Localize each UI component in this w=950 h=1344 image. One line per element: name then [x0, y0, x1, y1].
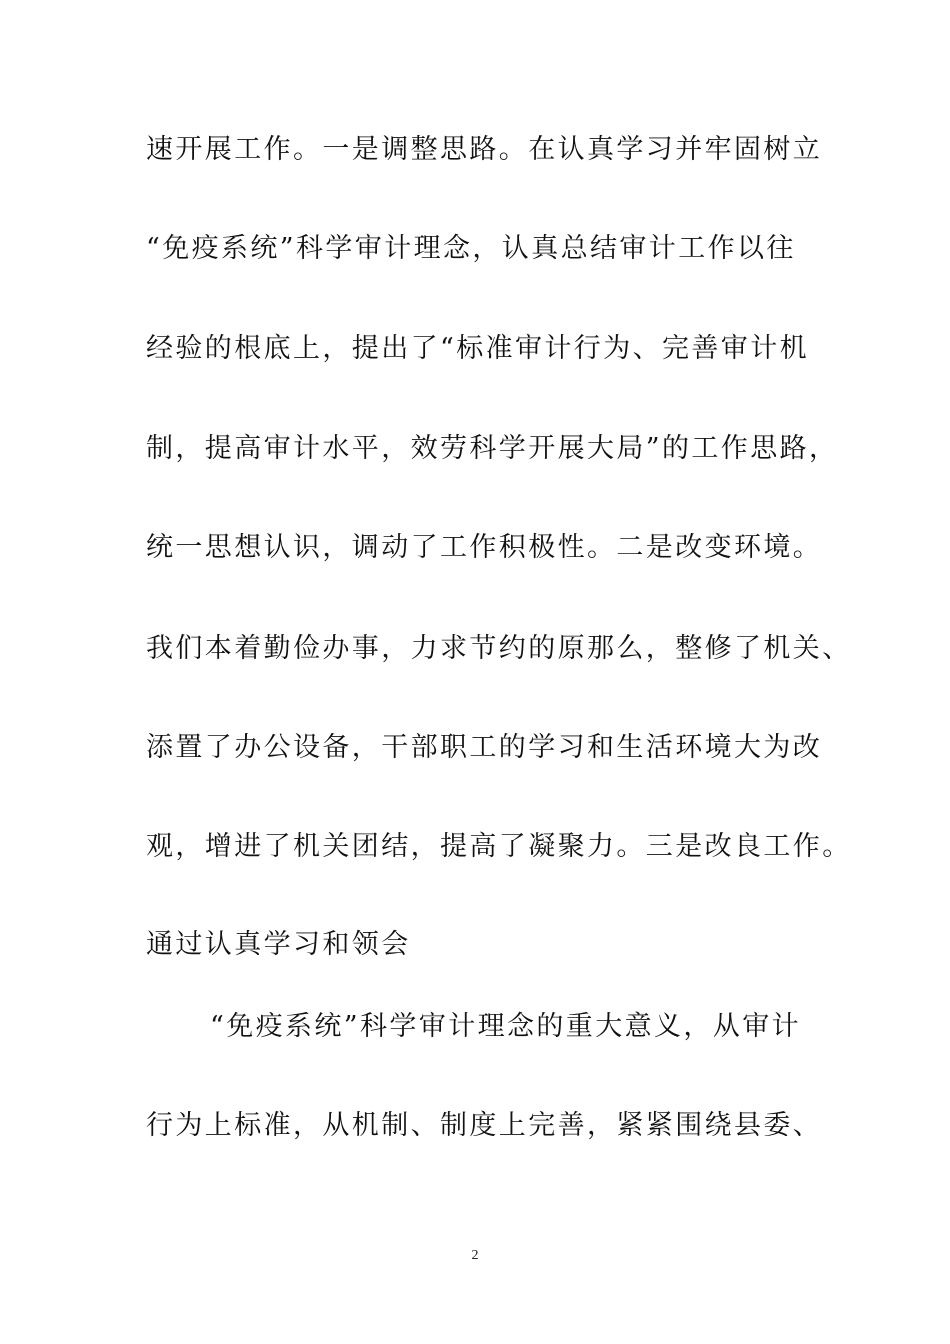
text-line-3: 经验的根底上，提出了“标准审计行为、完善审计机 — [146, 333, 810, 364]
page-number: 2 — [471, 1248, 479, 1263]
text-line-6: 我们本着勤俭办事，力求节约的原那么，整修了机关、 — [146, 633, 852, 664]
text-line-1: 速开展工作。一是调整思路。在认真学习并牢固树立 — [146, 134, 823, 165]
text-line-4: 制，提高审计水平，效劳科学开展大局”的工作思路， — [146, 433, 839, 464]
text-line-5: 统一思想认识，调动了工作积极性。二是改变环境。 — [146, 532, 823, 563]
text-line-7: 添置了办公设备，干部职工的学习和生活环境大为改 — [146, 732, 823, 763]
text-line-9: 通过认真学习和领会 — [146, 929, 411, 960]
text-line-8: 观，增进了机关团结，提高了凝聚力。三是改良工作。 — [146, 831, 852, 862]
text-line-11: 行为上标准，从机制、制度上完善，紧紧围绕县委、 — [146, 1110, 823, 1141]
text-line-10: “免疫系统”科学审计理念的重大意义，从审计 — [210, 1011, 802, 1042]
text-line-2: “免疫系统”科学审计理念，认真总结审计工作以往 — [146, 233, 796, 264]
